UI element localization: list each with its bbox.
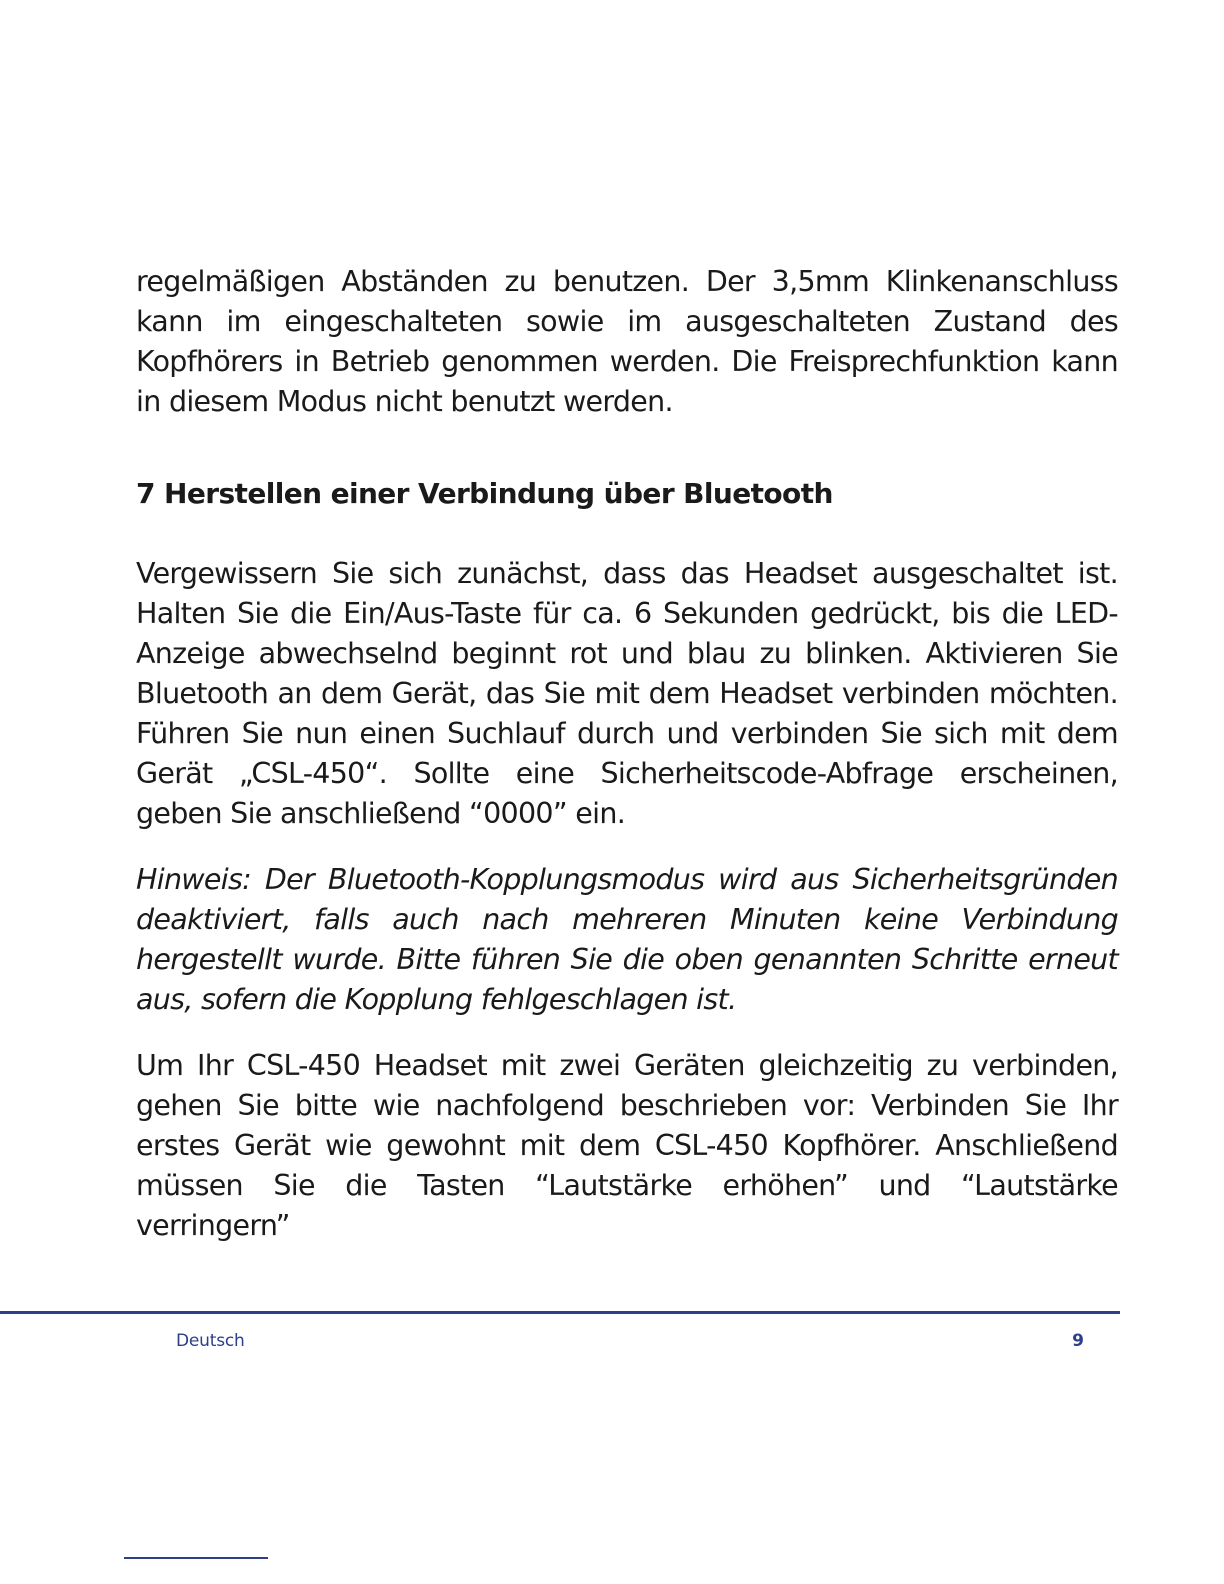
dual-device-paragraph: Um Ihr CSL-450 Headset mit zwei Geräten gleichzeitig zu verbinden, gehen Sie bitte wie nachfolgend beschrieben vor: Verbinden Sie Ihr erstes Gerät wie gewohnt mit dem CSL-450 Kopfhörer. Anschließend müssen Sie die Tasten “Lautstärke erhöhen” und “Lautstärke verringern”: [136, 1049, 1118, 1242]
page-number: 9: [1072, 1331, 1084, 1351]
footer-language: Deutsch: [176, 1331, 245, 1351]
bottom-divider: [124, 1557, 268, 1559]
continuation-paragraph: regelmäßigen Abständen zu benutzen. Der 3,5mm Klinkenanschluss kann im eingeschalteten sowie im ausgeschalteten Zustand des Kopfhörers in Betrieb genommen werden. Die Freisprechfunktion kann in diesem Modus nicht benutzt werden.: [136, 265, 1118, 418]
page-content: [136, 262, 1118, 1246]
note-paragraph: Hinweis: Der Bluetooth-Kopplungsmodus wird aus Sicherheitsgründen deaktiviert, falls auch nach mehreren Minuten keine Verbindung hergestellt wurde. Bitte führen Sie die oben genannten Schritte erneut aus, sofern die Kopplung fehlgeschlagen ist.: [136, 863, 1118, 1016]
section-heading: 7 Herstellen einer Verbindung über Bluetooth: [136, 477, 833, 510]
bluetooth-intro-paragraph: Vergewissern Sie sich zunächst, dass das Headset ausgeschaltet ist. Halten Sie die Ein/Aus-Taste für ca. 6 Sekunden gedrückt, bis die LED-Anzeige abwechselnd beginnt rot und blau zu blinken. Aktivieren Sie Bluetooth an dem Gerät, das Sie mit dem Headset verbinden möchten. Führen Sie nun einen Suchlauf durch und verbinden Sie sich mit dem Gerät „CSL-450“. Sollte eine Sicherheitscode-Abfrage erscheinen, geben Sie anschließend “0000” ein.: [136, 557, 1118, 830]
footer-divider: [0, 1311, 1120, 1314]
